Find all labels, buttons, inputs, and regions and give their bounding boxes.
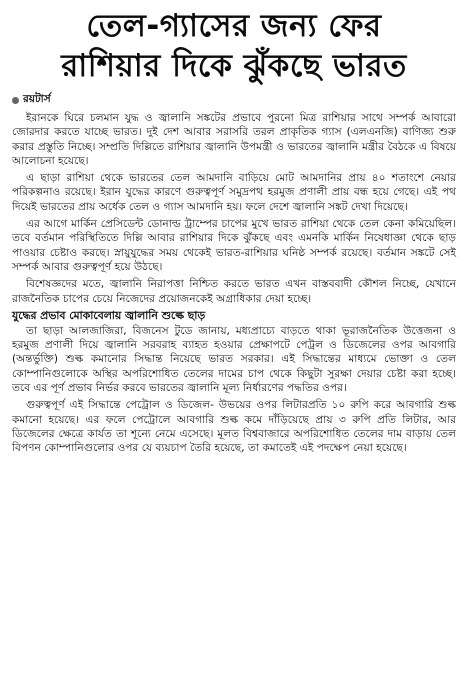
headline-line-1: তেল-গ্যাসের জন্য ফের bbox=[86, 8, 382, 44]
headline bbox=[12, 6, 456, 86]
byline-source: রয়টার্স bbox=[23, 93, 51, 105]
headline-line-2: রাশিয়ার দিকে ঝুঁকছে ভারত bbox=[61, 48, 407, 84]
paragraph: গুরুত্বপূর্ণ এই সিদ্ধান্তে পেট্রোল ও ডিজেল- উভয়ের ওপর লিটারপ্রতি ১০ রুপি করে আবগারি শুল্ক কমানো হয়েছে। এর ফলে পেট্রোলে আবগারি শুল্ক কমে দাঁড়িয়েছে প্রায় ৩ রুপি প্রতি লিটার, আর ডিজেলের ক্ষেত্রে কার্যত তা শূন্যে নেমে এসেছে। মূলত বিশ্ববাজারে অপরিশোধিত তেলের দাম বাড়ায় তেল বিপণন কোম্পানিগুলোর ওপর যে ব্যয়চাপ তৈরি হয়েছে, তা কমাতেই এই পদক্ষেপ নেয়া হয়েছে। bbox=[12, 399, 456, 455]
byline bbox=[12, 92, 456, 109]
paragraph: তা ছাড়া আলজাজিরা, বিজনেস টুডে জানায়, মধ্যপ্রাচ্যে বাড়তে থাকা ভূরাজনৈতিক উত্তেজনা ও হরমুজ প্রণালী দিয়ে জ্বালানি সরবরাহ ব্যাহত হওয়ার প্রেক্ষাপটে পেট্রল ও ডিজেলের ওপর আবগারি (অন্তর্ভুক্তি) শুল্ক কমানোর সিদ্ধান্ত নিয়েছে ভারত সরকার। এই সিদ্ধান্তের মাধ্যমে ভোক্তা ও তেল কোম্পানিগুলোকে অস্থির অপরিশোধিত তেলের দামের চাপ থেকে কিছুটা সুরক্ষা দেয়ার চেষ্টা করা হচ্ছে। তবে এর পূর্ণ প্রভাব নির্ভর করবে ভারতের জ্বালানি মূল্য নির্ধারণের পদ্ধতির ওপর। bbox=[12, 324, 456, 395]
bullet-icon bbox=[12, 97, 19, 104]
paragraph: এর আগে মার্কিন প্রেসিডেন্ট ডোনাল্ড ট্রাম্পের চাপের মুখে ভারত রাশিয়া থেকে তেল কেনা কমিয়েছিল। তবে বর্তমান পরিস্থিতিতে দিল্লি আবার রাশিয়ার দিকে ঝুঁকছে এবং এমনকি মার্কিন নিষেধাজ্ঞা থেকে ছাড় পাওয়ার চেষ্টাও করছে। স্নায়ুযুদ্ধের সময় থেকেই ভারত-রাশিয়ার ঘনিষ্ঠ সম্পর্ক রয়েছে। বর্তমান সঙ্কটে সেই সম্পর্ক আবার গুরুত্বপূর্ণ হয়ে উঠছে। bbox=[12, 218, 456, 273]
paragraph: বিশেষজ্ঞদের মতে, জ্বালানি নিরাপত্তা নিশ্চিত করতে ভারত এখন বাস্তববাদী কৌশল নিচ্ছে, যেখানে রাজনৈতিক চাপের চেয়ে নিজেদের প্রয়োজনকেই অগ্রাধিকার দেয়া হচ্ছে। bbox=[12, 278, 456, 305]
section-subheading: যুদ্ধের প্রভাব মোকাবেলায় জ্বালানি শুল্কে ছাড় bbox=[12, 308, 206, 322]
paragraph: ইরানকে ঘিরে চলমান যুদ্ধ ও জ্বালানি সঙ্কটের প্রভাবে পুরনো মিত্র রাশিয়ার সাথে সম্পর্ক আবারো জোরদার করতে যাচ্ছে ভারত। দুই দেশ আবার সরাসরি তরল প্রাকৃতিক গ্যাস (এলএনজি) বাণিজ্য শুরু করার প্রস্তুতি নিচ্ছে। সম্প্রতি দিল্লিতে রাশিয়ার জ্বালানি উপমন্ত্রী ও ভারতের জ্বালানি মন্ত্রীর বৈঠকে এ বিষয়ে আলোচনা হয়েছে। bbox=[12, 112, 456, 167]
paragraph: এ ছাড়া রাশিয়া থেকে ভারতের তেল আমদানি বাড়িয়ে মোট আমদানির প্রায় ৪০ শতাংশে নেয়ার পরিকল্পনাও রয়েছে। ইরান যুদ্ধের কারণে গুরুত্বপূর্ণ সমুদ্রপথ হরমুজ প্রণালী প্রায় বন্ধ হয়ে গেছে। এই পথ দিয়েই ভারতের প্রায় অর্ধেক তেল ও গ্যাস আমদানি হয়। ফলে দেশে জ্বালানি সঙ্কট দেখা দিয়েছে। bbox=[12, 172, 456, 213]
